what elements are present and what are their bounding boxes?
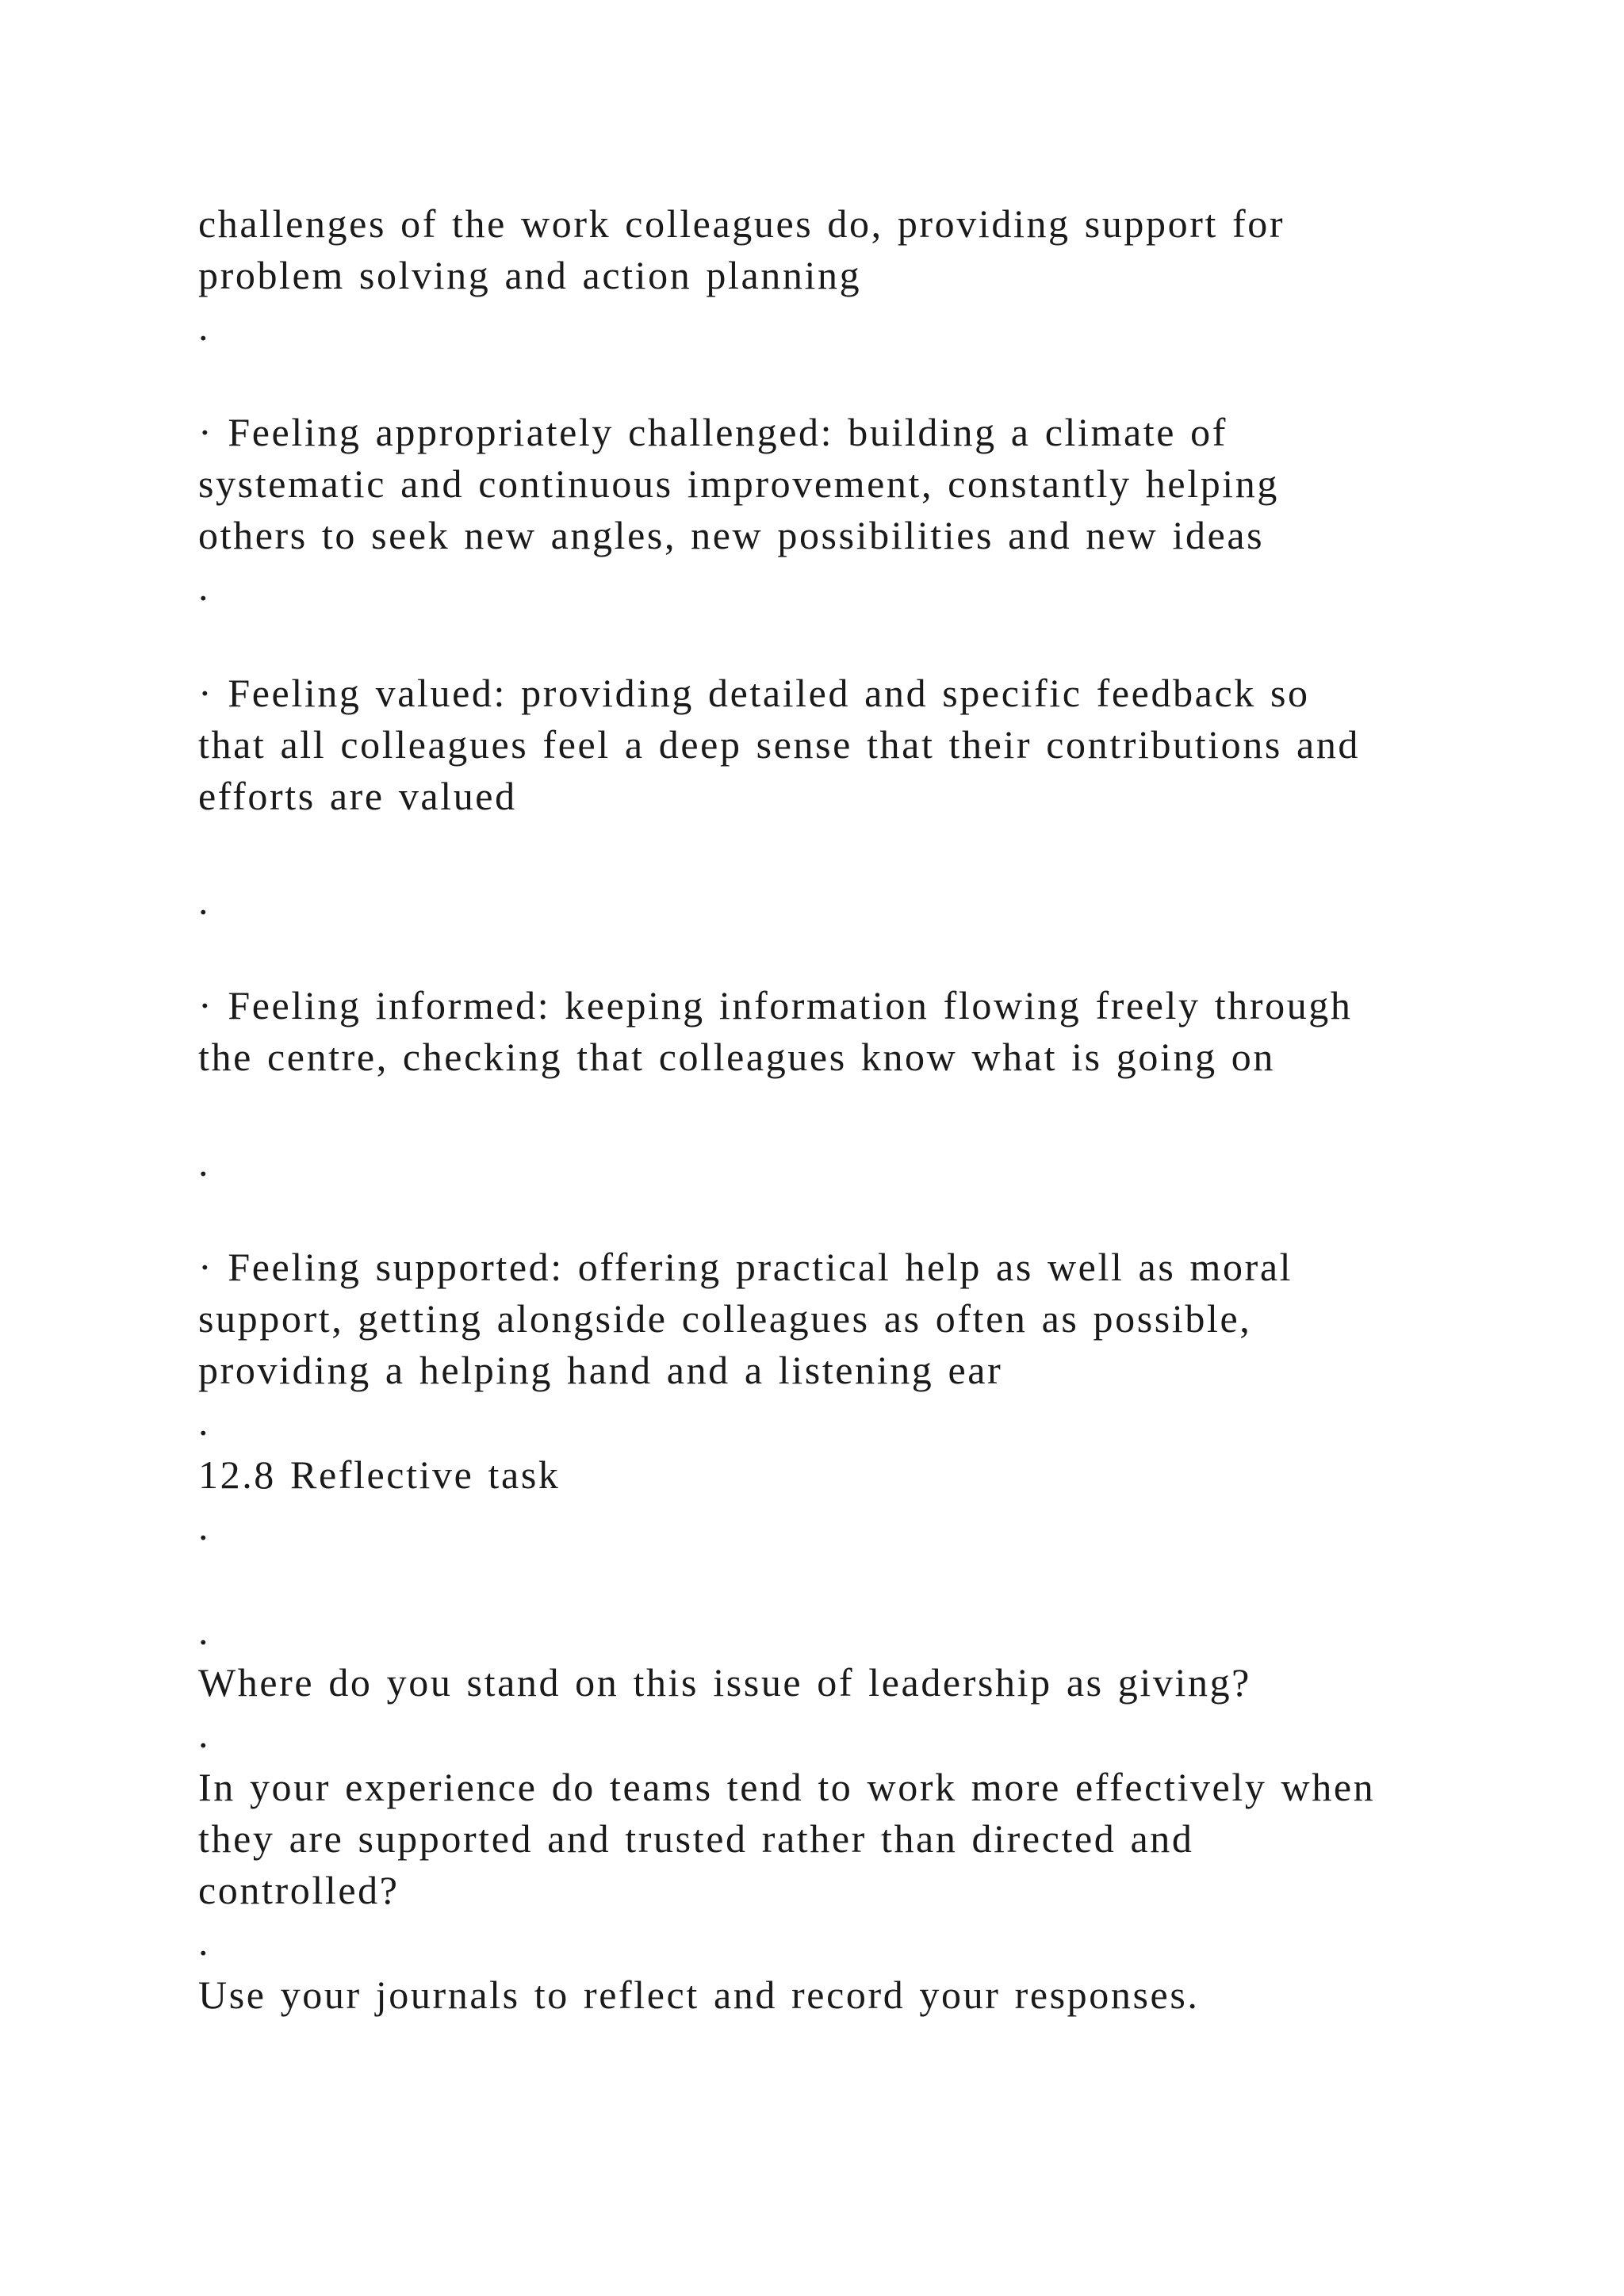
text-line: the centre, checking that colleagues know what is going on [198, 1035, 1275, 1079]
text-line: challenges of the work colleagues do, providing support for [198, 201, 1285, 246]
text-line: · Feeling appropriately challenged: building a climate of [198, 410, 1228, 454]
text-line: · Feeling supported: offering practical help as well as moral [198, 1245, 1293, 1289]
text-line: In your experience do teams tend to work more effectively when [198, 1765, 1376, 1809]
text-line: that all colleagues feel a deep sense that their contributions and [198, 722, 1361, 767]
text-line: . [198, 1609, 211, 1653]
text-line: others to seek new angles, new possibilities and new ideas [198, 513, 1265, 557]
section-heading: 12.8 Reflective task [198, 1452, 561, 1497]
text-line: . [198, 1140, 211, 1184]
text-line: systematic and continuous improvement, constantly helping [198, 461, 1279, 506]
text-line: controlled? [198, 1868, 400, 1912]
text-line: · Feeling valued: providing detailed and specific feedback so [198, 671, 1310, 715]
text-line: . [198, 1712, 211, 1756]
text-line: efforts are valued [198, 774, 517, 818]
text-line: problem solving and action planning [198, 253, 862, 297]
text-line: . [198, 304, 211, 349]
text-line: they are supported and trusted rather than directed and [198, 1816, 1194, 1861]
text-line: support, getting alongside colleagues as often as possible, [198, 1296, 1252, 1341]
text-line: Where do you stand on this issue of leadership as giving? [198, 1660, 1251, 1705]
text-line: . [198, 1919, 211, 1964]
text-line: . [198, 1399, 211, 1444]
text-line: . [198, 1504, 211, 1548]
text-line: · Feeling informed: keeping information flowing freely through [198, 983, 1353, 1027]
text-line: providing a helping hand and a listening ear [198, 1348, 1003, 1392]
text-line: . [198, 564, 211, 609]
text-line: Use your journals to reflect and record your responses. [198, 1973, 1200, 2017]
text-line: . [198, 878, 211, 923]
